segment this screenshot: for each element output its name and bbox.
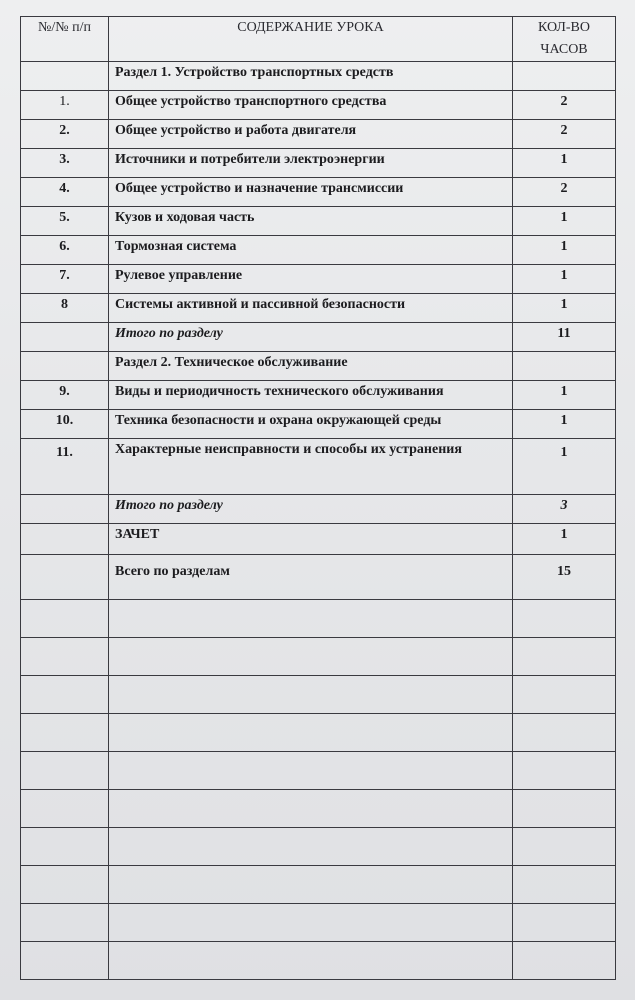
row-hours	[513, 62, 616, 91]
row-hours: 1	[513, 265, 616, 294]
table-header-row	[21, 17, 616, 62]
row-num: 10.	[21, 410, 109, 439]
row-content: Рулевое управление	[109, 265, 513, 294]
row-num: 7.	[21, 265, 109, 294]
row-content: Источники и потребители электроэнергии	[109, 149, 513, 178]
row-num	[21, 495, 109, 524]
row-content: Общее устройство транспортного средства	[109, 91, 513, 120]
row-num: 8	[21, 294, 109, 323]
row-num: 1.	[21, 91, 109, 120]
header-hours: КОЛ-ВО ЧАСОВ	[513, 17, 616, 62]
table-row	[21, 207, 616, 236]
row-num	[21, 62, 109, 91]
row-content: Общее устройство и назначение трансмиссии	[109, 178, 513, 207]
lesson-plan-table	[20, 16, 616, 980]
row-content: Виды и периодичность технического обслуживания	[109, 381, 513, 410]
table-row-empty	[21, 942, 616, 980]
row-hours: 1	[513, 236, 616, 265]
row-content: Итого по разделу	[109, 495, 513, 524]
table-row	[21, 149, 616, 178]
table-row	[21, 265, 616, 294]
row-content: Кузов и ходовая часть	[109, 207, 513, 236]
table-row-empty	[21, 714, 616, 752]
table-row-exam	[21, 524, 616, 555]
row-hours: 2	[513, 91, 616, 120]
header-content: СОДЕРЖАНИЕ УРОКА	[109, 17, 513, 62]
table-row	[21, 381, 616, 410]
row-content: Тормозная система	[109, 236, 513, 265]
row-hours: 11	[513, 323, 616, 352]
row-hours: 1	[513, 410, 616, 439]
row-content: Раздел 2. Техническое обслуживание	[109, 352, 513, 381]
row-content: Общее устройство и работа двигателя	[109, 120, 513, 149]
row-hours: 1	[513, 439, 616, 495]
row-num	[21, 323, 109, 352]
row-num	[21, 555, 109, 600]
table-row-empty	[21, 600, 616, 638]
table-row-empty	[21, 676, 616, 714]
row-num	[21, 352, 109, 381]
row-num: 3.	[21, 149, 109, 178]
table-row	[21, 120, 616, 149]
table-row	[21, 91, 616, 120]
row-hours: 1	[513, 381, 616, 410]
table-row	[21, 236, 616, 265]
table-row-empty	[21, 866, 616, 904]
row-num: 5.	[21, 207, 109, 236]
table-row	[21, 439, 616, 495]
row-content: Раздел 1. Устройство транспортных средств	[109, 62, 513, 91]
row-content: Системы активной и пассивной безопасности	[109, 294, 513, 323]
row-hours: 2	[513, 178, 616, 207]
table-row-empty	[21, 752, 616, 790]
table-row-empty	[21, 638, 616, 676]
row-hours: 1	[513, 294, 616, 323]
table-row-total	[21, 555, 616, 600]
row-num	[21, 524, 109, 555]
row-hours: 15	[513, 555, 616, 600]
row-hours: 1	[513, 207, 616, 236]
table-row-empty	[21, 904, 616, 942]
row-content: Итого по разделу	[109, 323, 513, 352]
row-num: 6.	[21, 236, 109, 265]
table-row	[21, 410, 616, 439]
row-hours: 3	[513, 495, 616, 524]
row-num: 11.	[21, 439, 109, 495]
row-content: Техника безопасности и охрана окружающей среды	[109, 410, 513, 439]
row-hours: 1	[513, 149, 616, 178]
header-num: №/№ п/п	[21, 17, 109, 62]
row-hours	[513, 352, 616, 381]
row-content: ЗАЧЕТ	[109, 524, 513, 555]
table-row-empty	[21, 828, 616, 866]
row-hours: 1	[513, 524, 616, 555]
table-row-section-1	[21, 62, 616, 91]
table-row	[21, 294, 616, 323]
row-num: 2.	[21, 120, 109, 149]
table-row-subtotal	[21, 323, 616, 352]
table-row-section-2	[21, 352, 616, 381]
row-num: 9.	[21, 381, 109, 410]
row-content: Характерные неисправности и способы их устранения	[109, 439, 513, 495]
table-row-subtotal	[21, 495, 616, 524]
row-hours: 2	[513, 120, 616, 149]
table-row	[21, 178, 616, 207]
row-content: Всего по разделам	[109, 555, 513, 600]
table-row-empty	[21, 790, 616, 828]
row-num: 4.	[21, 178, 109, 207]
